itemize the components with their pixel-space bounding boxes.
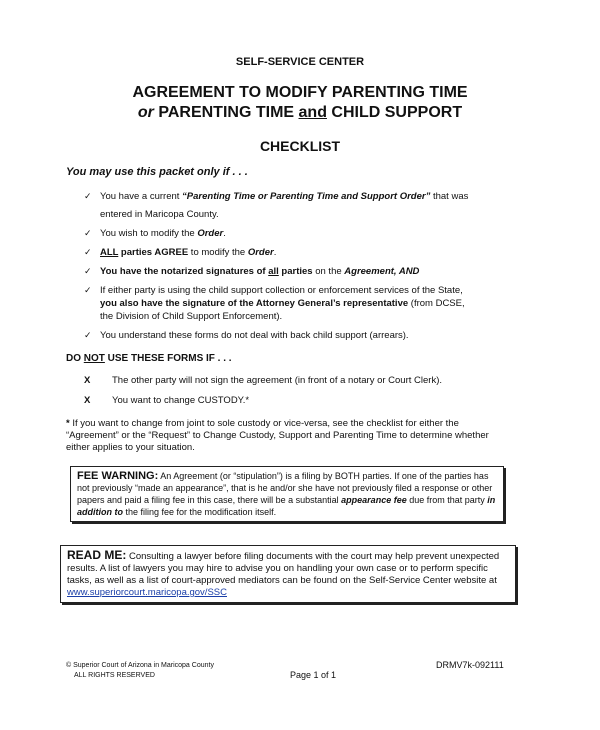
read-me-heading: READ ME: [67, 548, 127, 562]
text-segment: If either party is using the child support collection or enforcement services of the State, [100, 285, 463, 296]
text-segment: entered in Maricopa County. [100, 209, 219, 220]
text-segment: . [273, 247, 277, 258]
copyright-text: © Superior Court of Arizona in Maricopa County [66, 662, 214, 669]
text-segment: NOT [83, 353, 105, 364]
checklist-item-text [100, 227, 514, 240]
checklist-item [84, 227, 514, 240]
footer-copyright [66, 661, 214, 681]
footnote-text: If you want to change from joint to sole custody or vice-versa, see the checklist for either the “Agreement” or the “Request” to Change Custody, Support and Parenting Time to determine whether either applies to your situation. [66, 418, 489, 453]
checklist-item-text [100, 265, 514, 278]
rights-text: ALL RIGHTS RESERVED [74, 672, 155, 679]
document-title-line2 [0, 104, 600, 122]
text-segment: You have a current [100, 191, 183, 202]
fee-warning-heading: FEE WARNING: [77, 470, 159, 482]
text-segment: appearance fee [341, 495, 407, 505]
text-segment: on the [312, 266, 345, 277]
text-segment: all [268, 266, 279, 277]
do-not-use-heading [66, 353, 232, 364]
title-or: or [137, 104, 154, 121]
x-mark-icon: X [84, 395, 91, 406]
checkmark-icon: ✓ [84, 285, 92, 295]
text-segment: that was [430, 191, 469, 202]
checkmark-icon: ✓ [84, 191, 92, 201]
do-not-item-text: The other party will not sign the agreement (in front of a notary or Court Clerk). [112, 375, 443, 386]
fee-warning-box [70, 466, 504, 522]
checklist-item [84, 246, 514, 259]
checklist-item [84, 265, 514, 278]
text-segment: parties AGREE [118, 247, 189, 258]
text-segment: USE THESE FORMS IF . . . [104, 353, 232, 364]
title-and: and [298, 104, 327, 121]
checklist [84, 190, 514, 348]
checklist-item-text [100, 190, 514, 221]
checklist-item [84, 190, 514, 221]
checkmark-icon: ✓ [84, 247, 92, 257]
document-title-line1: AGREEMENT TO MODIFY PARENTING TIME [132, 84, 468, 101]
text-segment: in addition to [77, 495, 496, 517]
text-segment: Agreement, AND [344, 266, 420, 277]
text-segment: parties [278, 266, 313, 277]
checkmark-icon: ✓ [84, 228, 92, 238]
checklist-item [84, 329, 514, 342]
footnote-star: * [66, 418, 70, 429]
do-not-list [84, 375, 442, 415]
read-me-box [60, 545, 516, 603]
read-me-text: Consulting a lawyer before filing documents with the court may help prevent unexpected results. A list of lawyers you may hire to advise you on handling your own case or to perform specific tasks, as well as a list of court-approved mediators can be found on the Self-Service Center website at [67, 551, 500, 586]
do-not-item [84, 395, 442, 406]
checklist-item-text: You understand these forms do not deal with back child support (arrears). [100, 330, 409, 341]
text-segment: you also have the signature of the Attorney General’s representative [100, 298, 409, 309]
text-segment: the filing fee for the modification itself. [123, 507, 277, 517]
do-not-item [84, 375, 442, 386]
text-segment: ALL [100, 247, 119, 258]
intro-text: You may use this packet only if . . . [66, 166, 248, 178]
do-not-item-text: You want to change CUSTODY.* [112, 395, 250, 406]
text-segment: the Division of Child Support Enforcement). [100, 311, 283, 322]
text-segment: You have the notarized signatures of [100, 266, 269, 277]
text-segment: . [223, 228, 226, 239]
text-segment: due from that party [406, 495, 488, 505]
text-segment: You wish to modify the [100, 228, 198, 239]
x-mark-icon: X [84, 375, 91, 386]
text-segment: “Parenting Time or Parenting Time and Support Order” [182, 191, 431, 202]
page-number: Page 1 of 1 [290, 670, 337, 680]
checklist-heading: CHECKLIST [259, 138, 341, 154]
checkmark-icon: ✓ [84, 266, 92, 276]
form-id: DRMV7k-092111 [436, 660, 504, 670]
checklist-item [84, 284, 514, 323]
custody-footnote [66, 418, 506, 454]
ssc-website-link[interactable]: www.superiorcourt.maricopa.gov/SSC [67, 587, 227, 598]
title-child-support: CHILD SUPPORT [331, 104, 463, 121]
text-segment: Order [197, 228, 224, 239]
text-segment: (from DCSE, [408, 298, 465, 309]
checklist-item-text [100, 246, 514, 259]
checklist-item-text [100, 284, 514, 323]
text-segment: Order [247, 247, 274, 258]
text-segment: An Agreement (or “stipulation”) is a filing by BOTH parties. If one of the parties has not previously “made an appearance”, that is he and/or she have not previously filed a response or other papers and paid a filing fee in this case, there will be a substantial [77, 471, 493, 505]
text-segment: DO [66, 353, 84, 364]
text-segment: to modify the [188, 247, 248, 258]
title-parenting-time: PARENTING TIME [158, 104, 295, 121]
checkmark-icon: ✓ [84, 330, 92, 340]
center-name: SELF-SERVICE CENTER [235, 56, 365, 68]
